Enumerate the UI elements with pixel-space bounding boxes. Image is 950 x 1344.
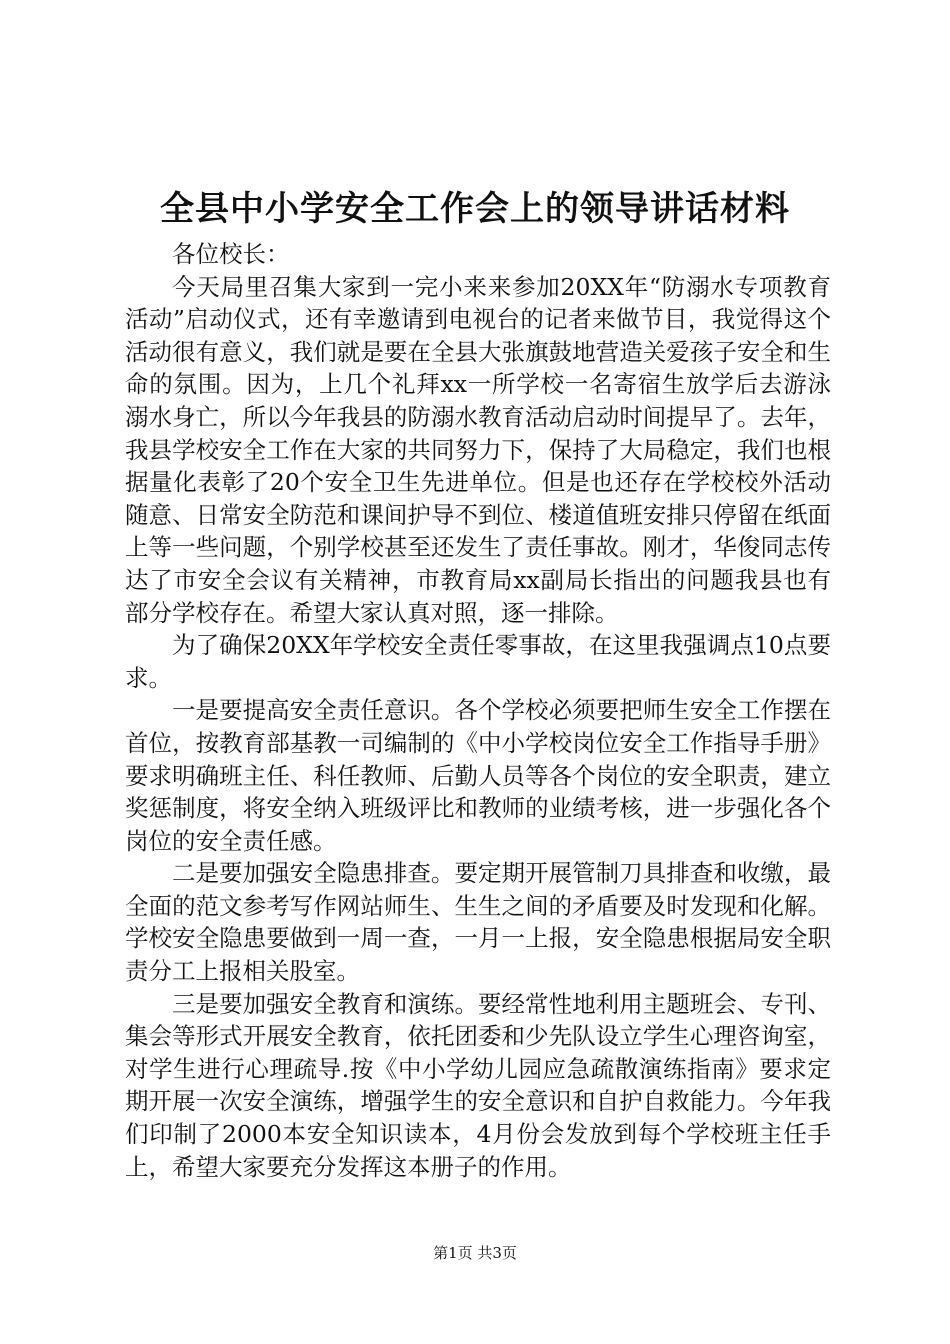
paragraph: 为了确保20XX年学校安全责任零事故，在这里我强调点10点要求。	[125, 631, 831, 692]
salutation: 各位校长：	[172, 240, 290, 268]
document-body	[125, 238, 831, 1183]
paragraph: 二是要加强安全隐患排查。要定期开展管制刀具排查和收缴，最全面的范文参考写作网站师生、生生之间的矛盾要及时发现和化解。学校安全隐患要做到一周一查，一月一上报，安全隐患根据局安全职责分工上报相关股室。	[125, 859, 831, 986]
paragraph: 一是要提高安全责任意识。各个学校必须要把师生安全工作摆在首位，按教育部基教一司编制的《中小学校岗位安全工作指导手册》要求明确班主任、科任教师、后勤人员等各个岗位的安全职责，建立奖惩制度，将安全纳入班级评比和教师的业绩考核，进一步强化各个岗位的安全责任感。	[125, 696, 831, 855]
page-number-footer: 第1页 共3页	[433, 1244, 517, 1262]
document-title: 全县中小学安全工作会上的领导讲话材料	[160, 189, 790, 229]
paragraph: 今天局里召集大家到一完小来来参加20XX年“防溺水专项教育活动”启动仪式，还有幸邀请到电视台的记者来做节目，我觉得这个活动很有意义，我们就是要在全县大张旗鼓地营造关爱孩子安全和生命的氛围。因为，上几个礼拜xx一所学校一名寄宿生放学后去游泳溺水身亡，所以今年我县的防溺水教育活动启动时间提早了。去年，我县学校安全工作在大家的共同努力下，保持了大局稳定，我们也根据量化表彰了20个安全卫生先进单位。但是也还存在学校校外活动随意、日常安全防范和课间护导不到位、楼道值班安排只停留在纸面上等一些问题，个别学校甚至还发生了责任事故。刚才，华俊同志传达了市安全会议有关精神，市教育局xx副局长指出的问题我县也有部分学校存在。希望大家认真对照，逐一排除。	[125, 272, 831, 627]
paragraph: 三是要加强安全教育和演练。要经常性地利用主题班会、专刊、集会等形式开展安全教育，依托团委和少先队设立学生心理咨询室，对学生进行心理疏导.按《中小学幼儿园应急疏散演练指南》要求定期开展一次安全演练，增强学生的安全意识和自护自救能力。今年我们印制了2000本安全知识读本，4月份会发放到每个学校班主任手上，希望大家要充分发挥这本册子的作用。	[125, 989, 831, 1181]
